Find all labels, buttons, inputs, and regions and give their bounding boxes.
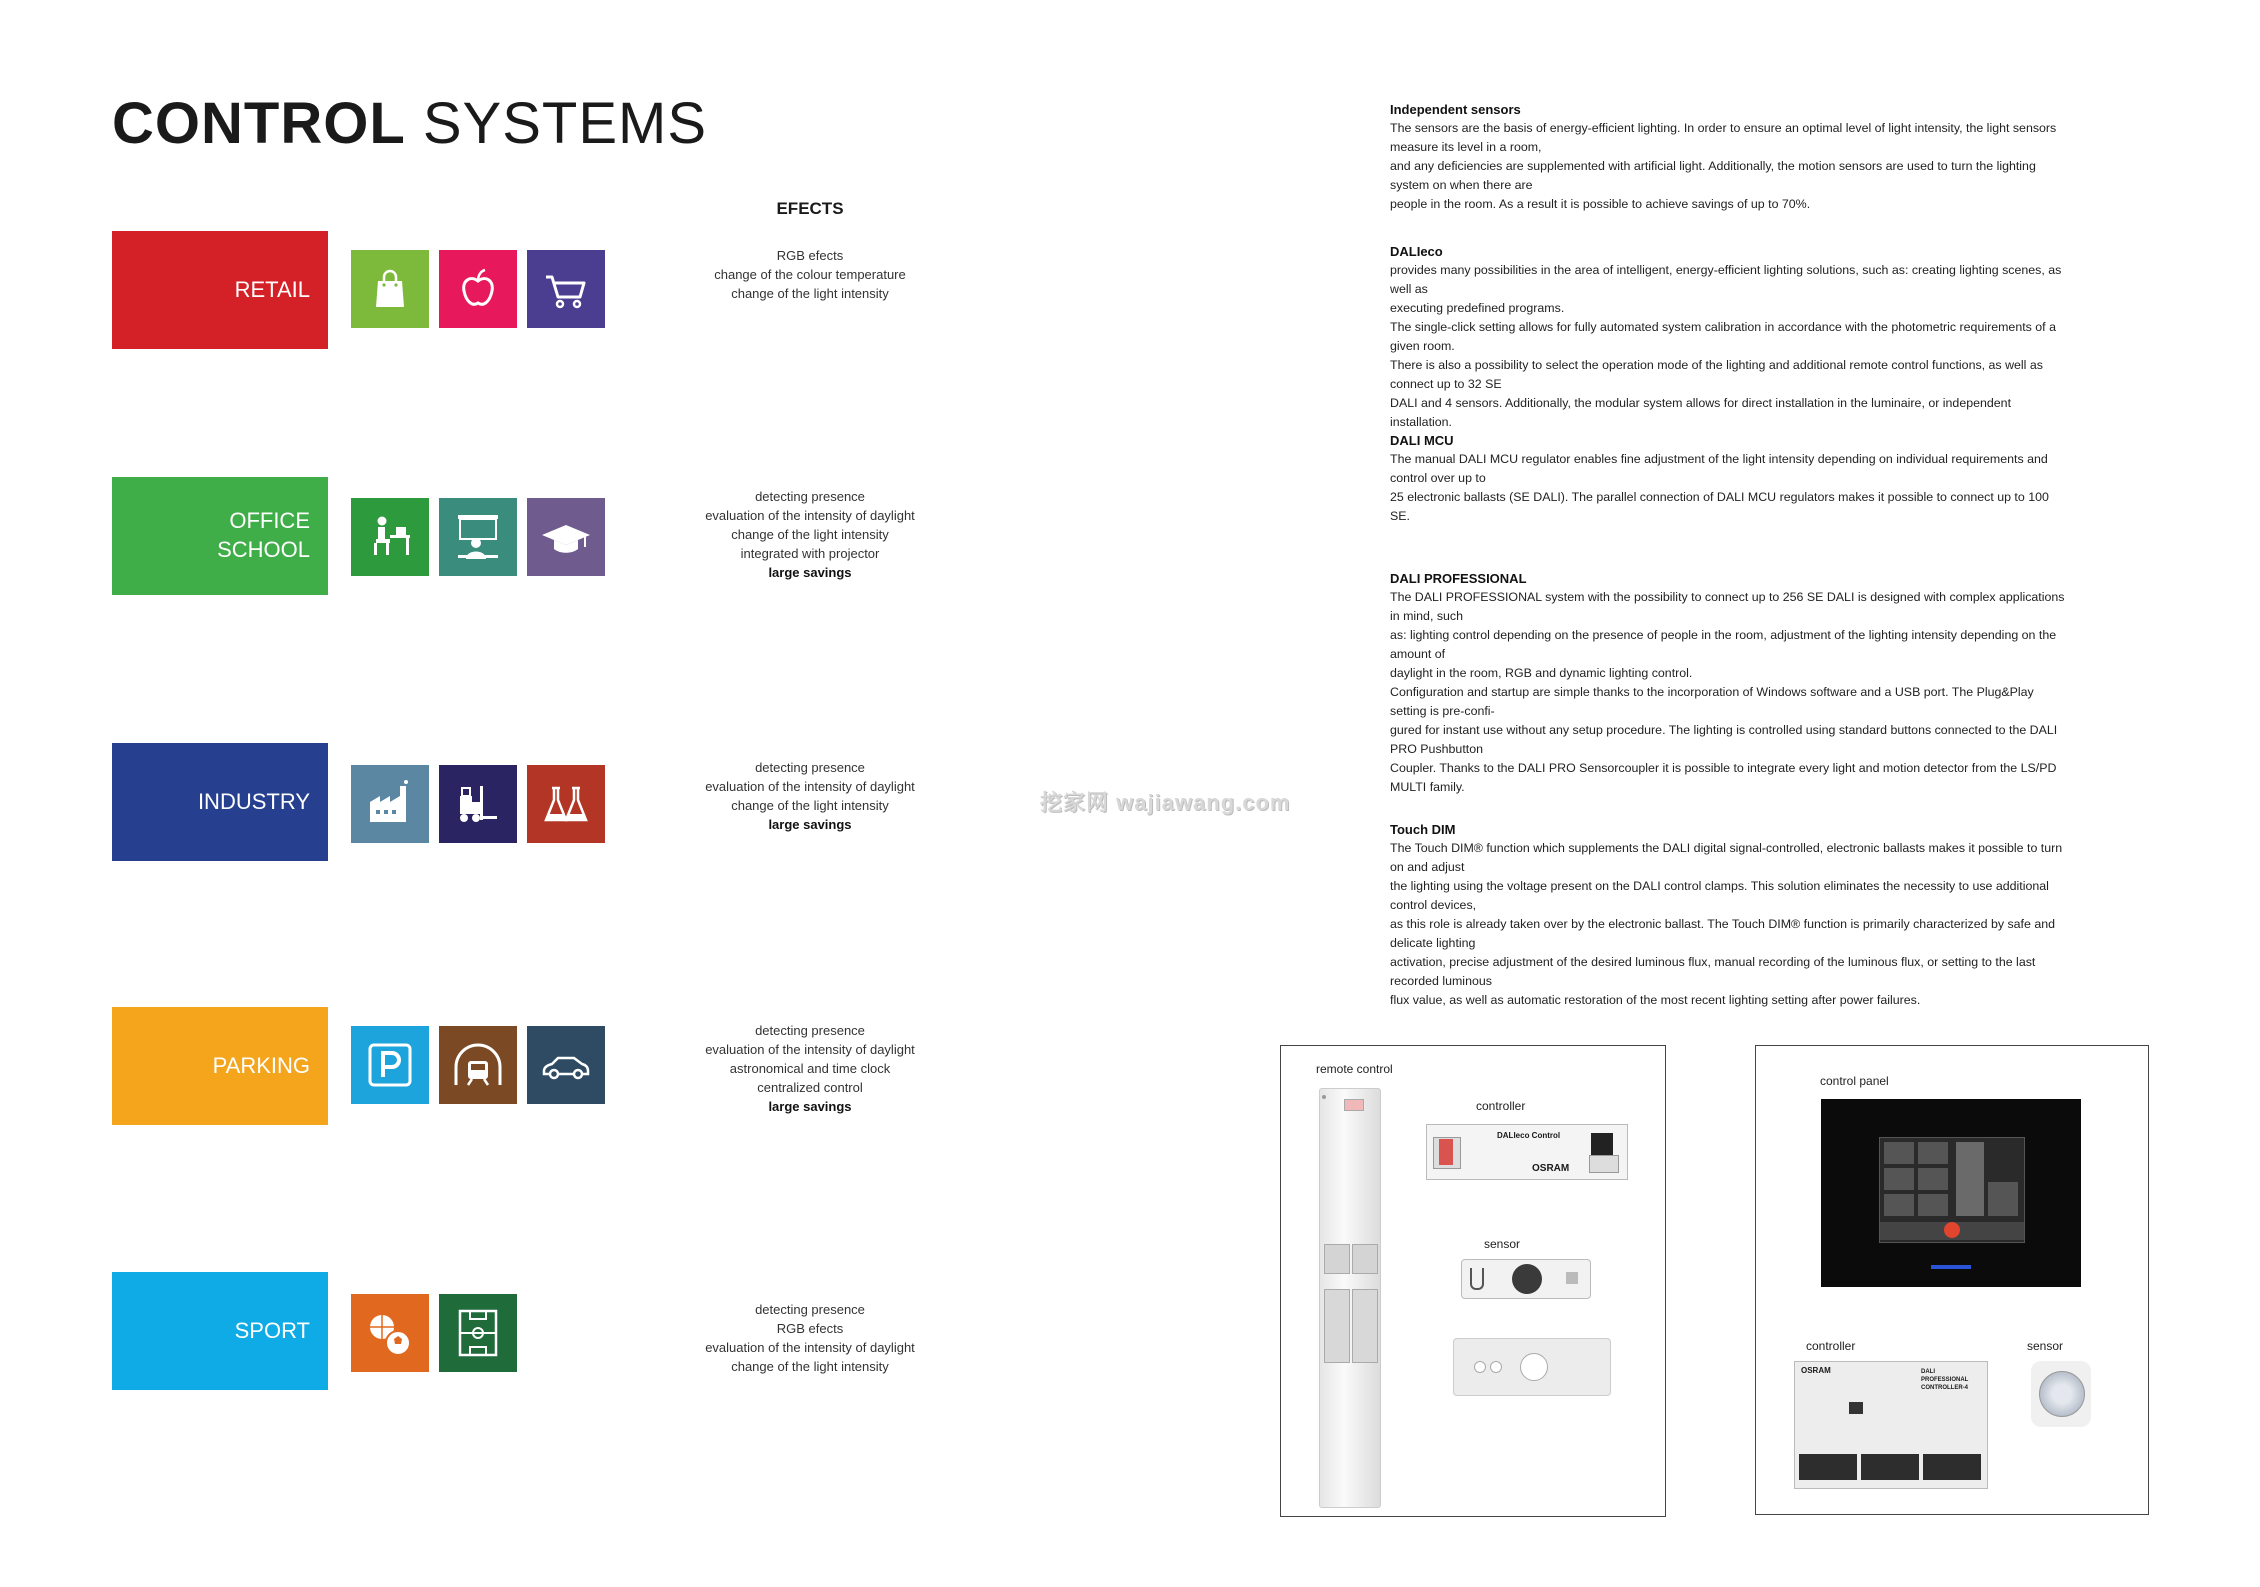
effect-line: change of the colour temperature xyxy=(714,267,906,282)
effect-highlight: large savings xyxy=(768,1099,852,1114)
section-independent-sensors xyxy=(1390,100,2070,214)
product-panel-dali-pro xyxy=(1755,1045,2149,1515)
forklift-icon xyxy=(439,765,517,843)
category-office-school xyxy=(112,477,328,595)
effect-line: evaluation of the intensity of daylight xyxy=(705,508,915,523)
remote-control-image xyxy=(1319,1088,1381,1508)
terminal-block xyxy=(1923,1454,1981,1480)
section-dalieco xyxy=(1390,242,2070,432)
effect-line: change of the light intensity xyxy=(731,286,889,301)
section-title: DALI PROFESSIONAL xyxy=(1390,571,1527,586)
osram-logo: OSRAM xyxy=(1532,1163,1570,1174)
remote-button xyxy=(1324,1289,1350,1363)
section-title: Independent sensors xyxy=(1390,102,1521,117)
apple-icon xyxy=(439,250,517,328)
category-parking xyxy=(112,1007,328,1125)
effect-line: evaluation of the intensity of daylight xyxy=(705,1042,915,1057)
dalieco-controller-image xyxy=(1426,1124,1628,1180)
section-text: The manual DALI MCU regulator enables fine adjustment of the light intensity depending on individual requirements and control over up to 25 electronic ballasts (SE DALI). The parallel connection of DALI MCU regulators makes it possible to connect up to 100 SE. xyxy=(1390,452,2049,523)
screen-button xyxy=(1884,1194,1914,1216)
remote-button xyxy=(1352,1289,1378,1363)
controller-name: DALIeco Control xyxy=(1497,1131,1561,1140)
watermark: 挖家网 wajiawang.com xyxy=(1040,790,1291,815)
terminal-block xyxy=(1799,1454,1857,1480)
shopping-bag-icon xyxy=(351,250,429,328)
category-label: PARKING xyxy=(212,1052,310,1078)
effect-highlight: large savings xyxy=(768,817,852,832)
presenter-icon xyxy=(439,498,517,576)
effect-line: detecting presence xyxy=(755,1023,865,1038)
screen-button xyxy=(1988,1182,2018,1216)
screen-button xyxy=(1918,1168,1948,1190)
car-icon xyxy=(527,1026,605,1104)
screen-button xyxy=(1918,1142,1948,1164)
sensor-connector xyxy=(1566,1272,1578,1284)
football-pitch-icon xyxy=(439,1294,517,1372)
effect-line: centralized control xyxy=(757,1080,863,1095)
remote-button xyxy=(1324,1244,1350,1274)
balls-icon xyxy=(351,1294,429,1372)
parking-sign-icon xyxy=(351,1026,429,1104)
category-retail xyxy=(112,231,328,349)
title-light: SYSTEMS xyxy=(422,91,708,156)
effect-line: change of the light intensity xyxy=(731,798,889,813)
desk-worker-icon xyxy=(351,498,429,576)
factory-icon xyxy=(351,765,429,843)
section-title: DALIeco xyxy=(1390,244,1443,259)
screen-button xyxy=(1884,1168,1914,1190)
sensor-label: sensor xyxy=(2027,1339,2064,1353)
section-title: DALI MCU xyxy=(1390,433,1454,448)
usb-port xyxy=(1849,1402,1863,1414)
effect-line: evaluation of the intensity of daylight xyxy=(705,779,915,794)
remote-control-label: remote control xyxy=(1316,1062,1393,1076)
category-sport xyxy=(112,1272,328,1390)
sensor-clip xyxy=(1470,1268,1484,1290)
effect-line: astronomical and time clock xyxy=(729,1061,891,1076)
effect-line: integrated with projector xyxy=(740,546,880,561)
category-label: SPORT xyxy=(234,1317,310,1343)
effect-line: change of the light intensity xyxy=(731,527,889,542)
section-dali-professional xyxy=(1390,569,2070,797)
mount-hole xyxy=(1474,1361,1486,1373)
mount-hole xyxy=(1520,1353,1548,1381)
screen-button xyxy=(1884,1142,1914,1164)
effect-line: detecting presence xyxy=(755,760,865,775)
osram-logo: OSRAM xyxy=(1801,1366,1831,1375)
category-label-2: SCHOOL xyxy=(217,537,310,562)
screen-button xyxy=(1918,1194,1948,1216)
effects-group-industry xyxy=(690,758,930,834)
effects-group-parking xyxy=(690,1021,930,1116)
effects-group-office xyxy=(690,487,930,582)
section-text: The Touch DIM® function which supplements the DALI digital signal-controlled, electronic ballasts makes it possible to turn on and adjust the lighting using the voltage present on the DALI control clamps. This solution eliminates the necessity to use additional control devices, as this role is already taken over by the electronic ballast. The Touch DIM® function is primarily characterized by safe and delicate lighting activation, precise adjustment of the desired luminous flux, manual recording of the luminous flux, or setting to the last recorded luminous flux value, as well as automatic restoration of the most recent lighting setting after power failures. xyxy=(1390,841,2063,1007)
tunnel-train-icon xyxy=(439,1026,517,1104)
section-text: The sensors are the basis of energy-efficient lighting. In order to ensure an optimal level of light intensity, the light sensors measure its level in a room, and any deficiencies are supplemented with artificial light. Additionally, the motion sensors are used to turn the lighting system on when there are people in the room. As a result it is possible to achieve savings of up to 70%. xyxy=(1390,121,2057,211)
effect-line: RGB efects xyxy=(776,248,844,263)
section-dali-mcu xyxy=(1390,431,2070,526)
mount-hole xyxy=(1490,1361,1502,1373)
controller-label: controller xyxy=(1806,1339,1856,1353)
sensor-image xyxy=(1461,1259,1591,1299)
connector xyxy=(1591,1133,1613,1157)
title-bold: CONTROL xyxy=(112,91,406,156)
shopping-cart-icon xyxy=(527,250,605,328)
remote-dot xyxy=(1322,1095,1326,1099)
screen-slider xyxy=(1956,1142,1984,1216)
terminal-block xyxy=(1861,1454,1919,1480)
sensor-lens xyxy=(1512,1264,1542,1294)
category-label: RETAIL xyxy=(234,276,310,302)
section-title: Touch DIM xyxy=(1390,822,1456,837)
sensor-label: sensor xyxy=(1484,1237,1521,1251)
dali-pro-controller-image xyxy=(1794,1361,1988,1489)
effects-group-sport xyxy=(690,1300,930,1376)
controller-product-name: DALI PROFESSIONAL CONTROLLER-4 xyxy=(1921,1369,1969,1391)
section-touch-dim xyxy=(1390,820,2070,1010)
effect-line: detecting presence xyxy=(755,1302,865,1317)
effects-title: EFECTS xyxy=(776,199,844,218)
control-panel-label: control panel xyxy=(1820,1074,1889,1088)
effect-line: change of the light intensity xyxy=(731,1359,889,1374)
screen-power-button xyxy=(1944,1222,1960,1238)
category-label: INDUSTRY xyxy=(197,788,310,814)
lab-flasks-icon xyxy=(527,765,605,843)
category-label: OFFICE xyxy=(229,508,310,534)
product-panel-dalieco xyxy=(1280,1045,1666,1517)
sensor-dome xyxy=(2039,1371,2085,1417)
touch-panel-image xyxy=(1821,1099,2081,1287)
sensor-mount-image xyxy=(1453,1338,1611,1396)
remote-button xyxy=(1352,1244,1378,1274)
remote-indicator xyxy=(1344,1099,1364,1111)
effect-highlight: large savings xyxy=(768,565,852,580)
effects-group-retail xyxy=(690,246,930,303)
panel-led xyxy=(1931,1265,1971,1269)
effect-line: detecting presence xyxy=(755,489,865,504)
graduation-cap-icon xyxy=(527,498,605,576)
section-text: The DALI PROFESSIONAL system with the possibility to connect up to 256 SE DALI is designed with complex applications in mind, such as: lighting control depending on the presence of people in the room, adjustment of the lighting intensity depending on the amount of daylight in the room, RGB and dynamic lighting control. Configuration and startup are simple thanks to the incorporation of Windows software and a USB port. The Plug&Play setting is pre-confi- gured for instant use without any setup procedure. The lighting is controlled using standard buttons connected to the DALI PRO Pushbutton Coupler. Thanks to the DALI PRO Sensorcoupler it is possible to integrate every light and motion detector from the LS/PD MULTI family. xyxy=(1390,590,2065,794)
red-terminal xyxy=(1439,1139,1453,1165)
category-industry xyxy=(112,743,328,861)
page-title xyxy=(112,90,707,157)
touch-screen xyxy=(1879,1137,2025,1243)
terminal-block xyxy=(1589,1155,1619,1173)
section-text: provides many possibilities in the area of intelligent, energy-efficient lighting solutions, such as: creating lighting scenes, as well as executing predefined programs. The single-click setting allows for fully automated system calibration in accordance with the photometric requirements of a given room. There is also a possibility to select the operation mode of the lighting and additional remote control functions, as well as connect up to 32 SE DALI and 4 sensors. Additionally, the modular system allows for direct installation in the luminaire, or independent installation. xyxy=(1390,263,2062,429)
effect-line: RGB efects xyxy=(776,1321,844,1336)
controller-label: controller xyxy=(1476,1099,1526,1113)
ceiling-sensor-image xyxy=(2031,1361,2091,1427)
effect-line: evaluation of the intensity of daylight xyxy=(705,1340,915,1355)
